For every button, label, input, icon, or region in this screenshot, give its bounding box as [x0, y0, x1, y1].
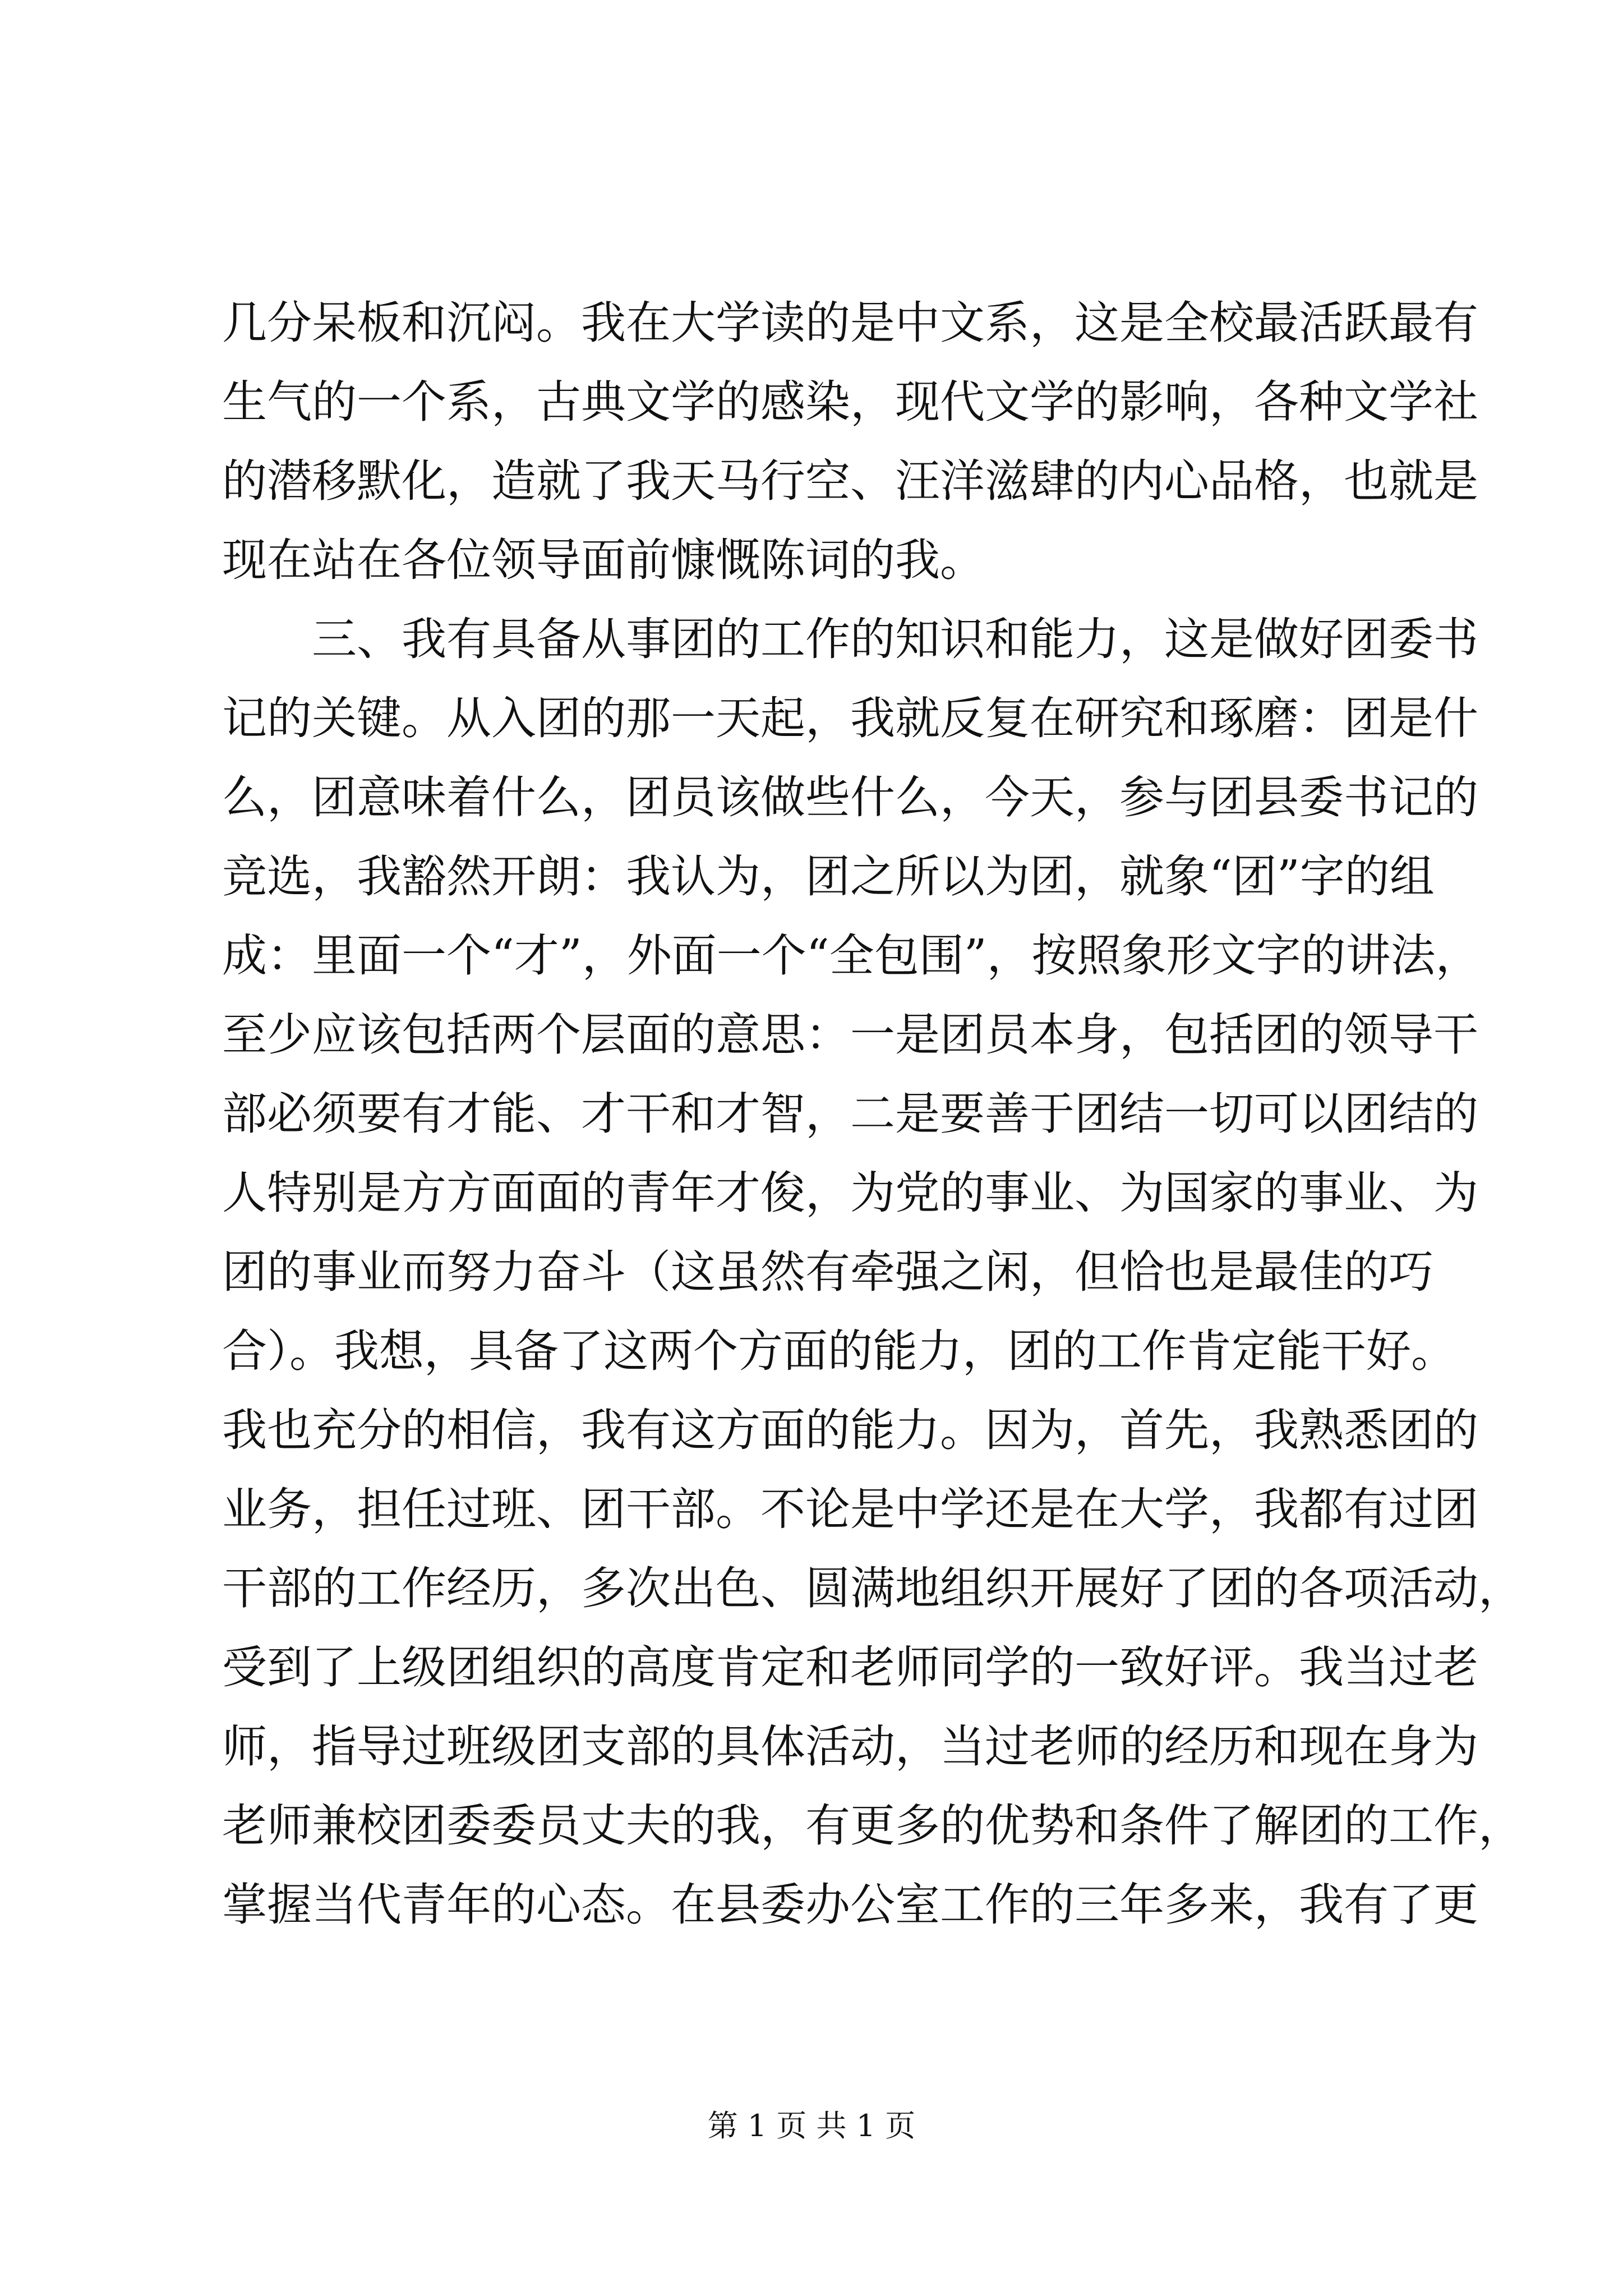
text-line: 师，指导过班级团支部的具体活动，当过老师的经历和现在身为: [222, 1720, 1478, 1773]
body-text: [222, 283, 1523, 1944]
text-line: 几分呆板和沉闷。我在大学读的是中文系，这是全校最活跃最有: [222, 297, 1478, 349]
text-line: 老师兼校团委委员丈夫的我，有更多的优势和条件了解团的工作，: [222, 1800, 1523, 1852]
text-line: 至少应该包括两个层面的意思：一是团员本身，包括团的领导干: [222, 1009, 1478, 1061]
text-line: 竞选，我豁然开朗：我认为，团之所以为团，就象“团”字的组: [222, 850, 1435, 903]
text-line: 的潜移默化，造就了我天马行空、汪洋滋肆的内心品格，也就是: [222, 455, 1478, 507]
text-line: 三、我有具备从事团的工作的知识和能力，这是做好团委书: [222, 613, 1478, 665]
text-line: 么，团意味着什么，团员该做些什么，今天，参与团县委书记的: [222, 771, 1478, 823]
text-line: 记的关键。从入团的那一天起，我就反复在研究和琢磨：团是什: [222, 692, 1478, 744]
text-line: 业务，担任过班、团干部。不论是中学还是在大学，我都有过团: [222, 1483, 1478, 1535]
text-line: 干部的工作经历，多次出色、圆满地组织开展好了团的各项活动，: [222, 1562, 1523, 1614]
text-line: 成：里面一个“才”，外面一个“全包围”，按照象形文字的讲法，: [222, 930, 1481, 982]
text-line: 受到了上级团组织的高度肯定和老师同学的一致好评。我当过老: [222, 1641, 1478, 1694]
text-line: 部必须要有才能、才干和才智，二是要善于团结一切可以团结的: [222, 1088, 1478, 1140]
text-line: 团的事业而努力奋斗（这虽然有牵强之闲，但恰也是最佳的巧: [222, 1246, 1433, 1298]
text-line: 掌握当代青年的心态。在县委办公室工作的三年多来，我有了更: [222, 1879, 1478, 1931]
text-line: 人特别是方方面面的青年才俊，为党的事业、为国家的事业、为: [222, 1167, 1478, 1219]
page-footer: 第 1 页 共 1 页: [707, 2108, 916, 2143]
text-line: 合）。我想，具备了这两个方面的能力，团的工作肯定能干好。: [222, 1325, 1456, 1377]
text-line: 现在站在各位领导面前慷慨陈词的我。: [222, 534, 985, 586]
text-line: 我也充分的相信，我有这方面的能力。因为，首先，我熟悉团的: [222, 1404, 1478, 1456]
text-line: 生气的一个系，古典文学的感染，现代文学的影响，各种文学社: [222, 376, 1478, 428]
